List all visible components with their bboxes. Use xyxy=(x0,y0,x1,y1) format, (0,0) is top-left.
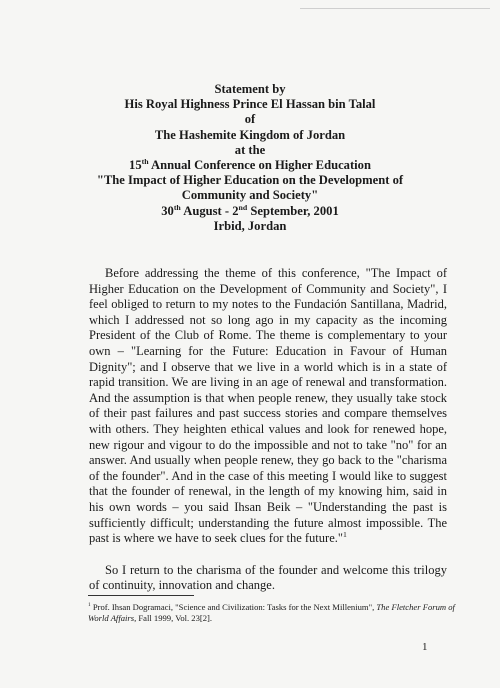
header-line-statement: Statement by xyxy=(214,82,286,96)
body-paragraph-1: Before addressing the theme of this conference, "The Impact of Higher Education on the Development of Community and Society", I feel obliged to return to my notes to the Fundación Santillana, Madrid, which I addressed not so long ago in my capacity as the incoming President of the Club of Rome. The theme is complementary to your own – "Learning for the Future: Education in Favour of Human Dignity"; and I observe that we live in a world which is in a state of rapid transition. We are living in an age of renewal and transformation. And the assumption is that when people renew, they usually take stock of their past failures and past success stories and compare themselves with others. They heighten ethical values and look for renewed hope, new rigour and vigour to do the impossible and not to take "no" for an answer. And usually when people renew, they go back to the "charisma of the founder". And in the case of this meeting I would like to suggest that the founder of renewal, in the length of my knowing him, said in his own words – you said Ihsan Beik – "Understanding the past is sufficiently difficult; understanding the future almost impossible. The past is where we have to seek clues for the future."$^1$ xyxy=(89,266,447,546)
footnote-divider xyxy=(88,595,194,596)
page-number: 1 xyxy=(422,641,428,653)
statement-body xyxy=(89,266,447,594)
header-line-country: The Hashemite Kingdom of Jordan xyxy=(154,127,346,142)
header-line-theme-2: Community and Society" xyxy=(181,188,319,203)
header-line-location: Irbid, Jordan xyxy=(213,218,287,233)
footnote: $^1$ Prof. Ihsan Dogramaci, "Science and Civilization: Tasks for the Next Millenium", The Fletcher Forum of World Affairs, Fall 1999, Vol. 23[2]. xyxy=(88,602,455,623)
header-line-dates: 30th August - 2nd September, 2001 xyxy=(161,202,339,218)
header-line-speaker: His Royal Highness Prince El Hassan bin Talal xyxy=(124,97,376,112)
footnote-reference: 1 xyxy=(342,529,347,539)
header-line-conference: 15th Annual Conference on Higher Education xyxy=(129,156,371,173)
header-line-at-the: at the xyxy=(234,142,266,157)
header-line-of: of xyxy=(244,112,256,127)
footnote-marker: 1 xyxy=(88,602,91,609)
statement-header xyxy=(40,82,460,234)
body-paragraph-2: So I return to the charisma of the founder and welcome this trilogy of continuity, innovation and change. xyxy=(89,562,447,593)
footnote-journal: The Fletcher Forum of World Affairs, xyxy=(88,602,455,623)
header-line-theme-1: "The Impact of Higher Education on the Development of xyxy=(96,173,404,188)
scan-edge-line xyxy=(300,8,490,9)
